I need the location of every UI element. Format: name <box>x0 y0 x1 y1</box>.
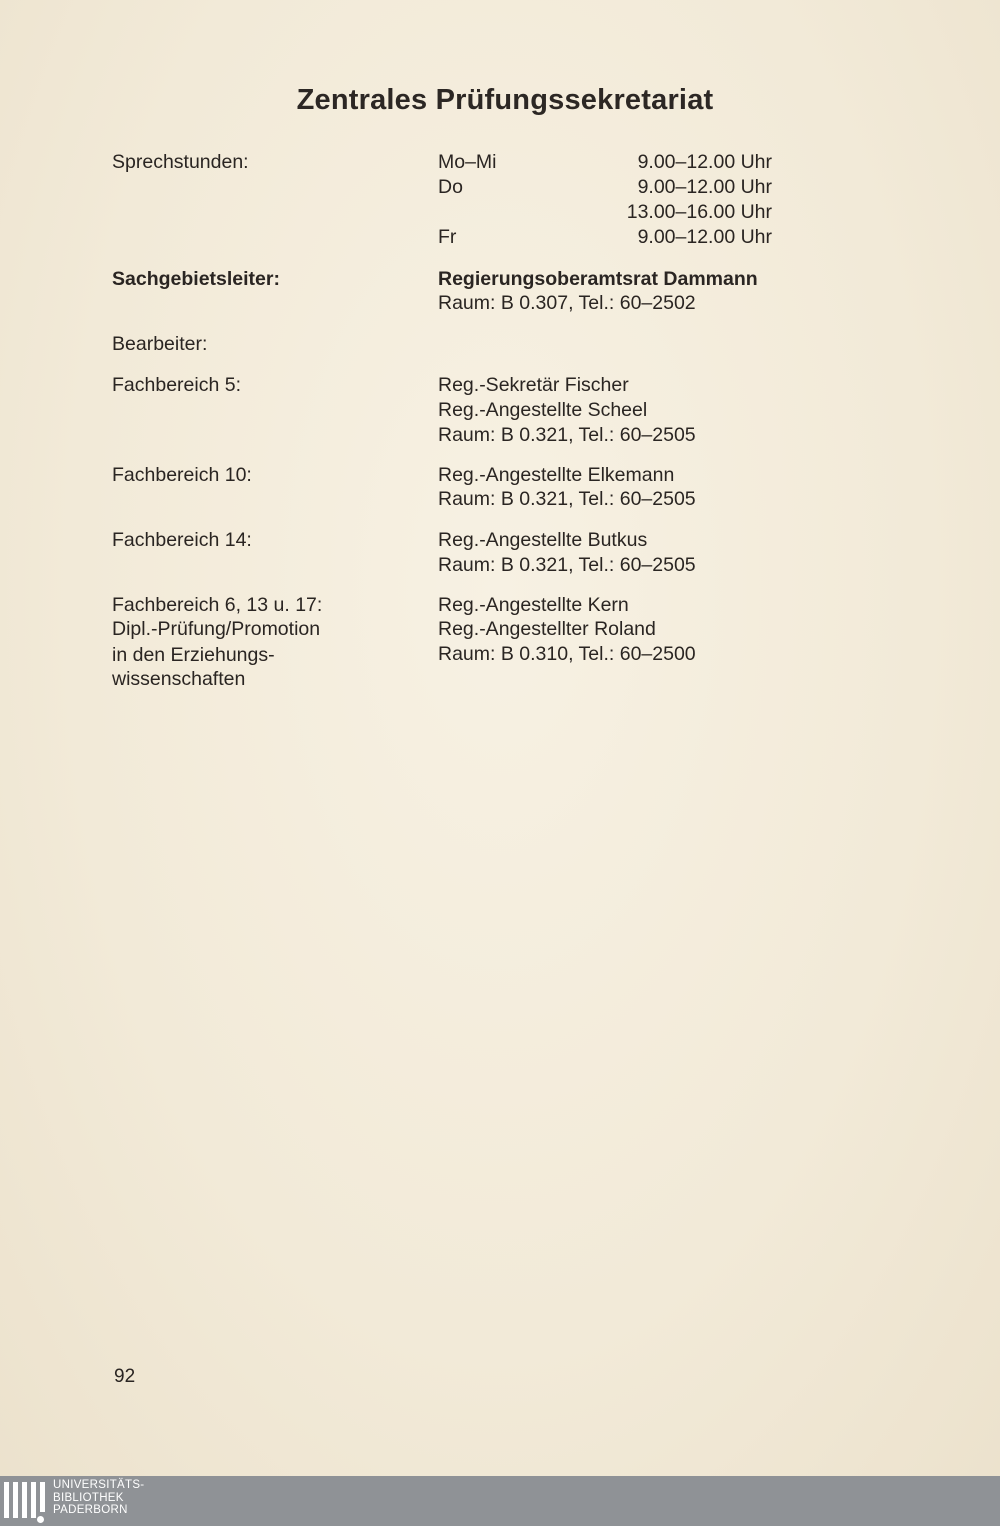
sprechstunden-time: 9.00–12.00 Uhr <box>637 151 772 173</box>
fachbereich-label: Fachbereich 6, 13 u. 17: <box>112 594 323 616</box>
sachgebietsleiter-name: Regierungsoberamtsrat Dammann <box>438 268 758 290</box>
sprechstunden-time: 9.00–12.00 Uhr <box>637 176 772 198</box>
library-name-line: BIBLIOTHEK <box>53 1491 124 1504</box>
sprechstunden-day: Mo–Mi <box>438 151 497 173</box>
fachbereich-room-line: Raum: B 0.321, Tel.: 60–2505 <box>438 488 696 510</box>
fachbereich-staff-line: Reg.-Angestellter Roland <box>438 618 656 640</box>
library-name-line: UNIVERSITÄTS- <box>53 1479 145 1491</box>
fachbereich-staff-line: Reg.-Angestellte Scheel <box>438 399 648 421</box>
sprechstunden-label: Sprechstunden: <box>112 151 249 173</box>
library-footer-bar <box>0 1476 1000 1526</box>
fachbereich-room-line: Raum: B 0.321, Tel.: 60–2505 <box>438 554 696 576</box>
bearbeiter-label: Bearbeiter: <box>112 333 208 355</box>
library-name <box>53 1479 144 1517</box>
fachbereich-label: Dipl.-Prüfung/Promotion <box>112 618 321 640</box>
sachgebietsleiter-label: Sachgebietsleiter: <box>112 268 280 290</box>
fachbereich-room-line: Raum: B 0.321, Tel.: 60–2505 <box>438 424 696 446</box>
fachbereich-room-line: Raum: B 0.310, Tel.: 60–2500 <box>438 643 696 665</box>
sprechstunden-time: 9.00–12.00 Uhr <box>637 226 772 248</box>
fachbereich-staff-line: Reg.-Angestellte Kern <box>438 594 629 616</box>
library-name-line: PADERBORN <box>53 1504 128 1516</box>
fachbereich-staff-line: Reg.-Angestellte Butkus <box>438 529 648 551</box>
sprechstunden-day: Fr <box>438 226 457 248</box>
sachgebietsleiter-room: Raum: B 0.307, Tel.: 60–2502 <box>438 292 696 314</box>
logo-dot-icon <box>37 1516 44 1523</box>
fachbereich-staff-line: Reg.-Angestellte Elkemann <box>438 464 675 486</box>
fachbereich-label: Fachbereich 10: <box>112 464 252 486</box>
fachbereich-label: Fachbereich 5: <box>112 374 241 396</box>
sprechstunden-day: Do <box>438 176 463 198</box>
fachbereich-label: Fachbereich 14: <box>112 529 252 551</box>
fachbereich-label: wissenschaften <box>112 668 246 690</box>
page-title: Zentrales Prüfungssekretariat <box>296 84 714 116</box>
sprechstunden-time: 13.00–16.00 Uhr <box>626 201 772 223</box>
fachbereich-staff-line: Reg.-Sekretär Fischer <box>438 374 629 396</box>
fachbereich-label: in den Erziehungs- <box>112 644 275 666</box>
page-number: 92 <box>114 1366 136 1387</box>
